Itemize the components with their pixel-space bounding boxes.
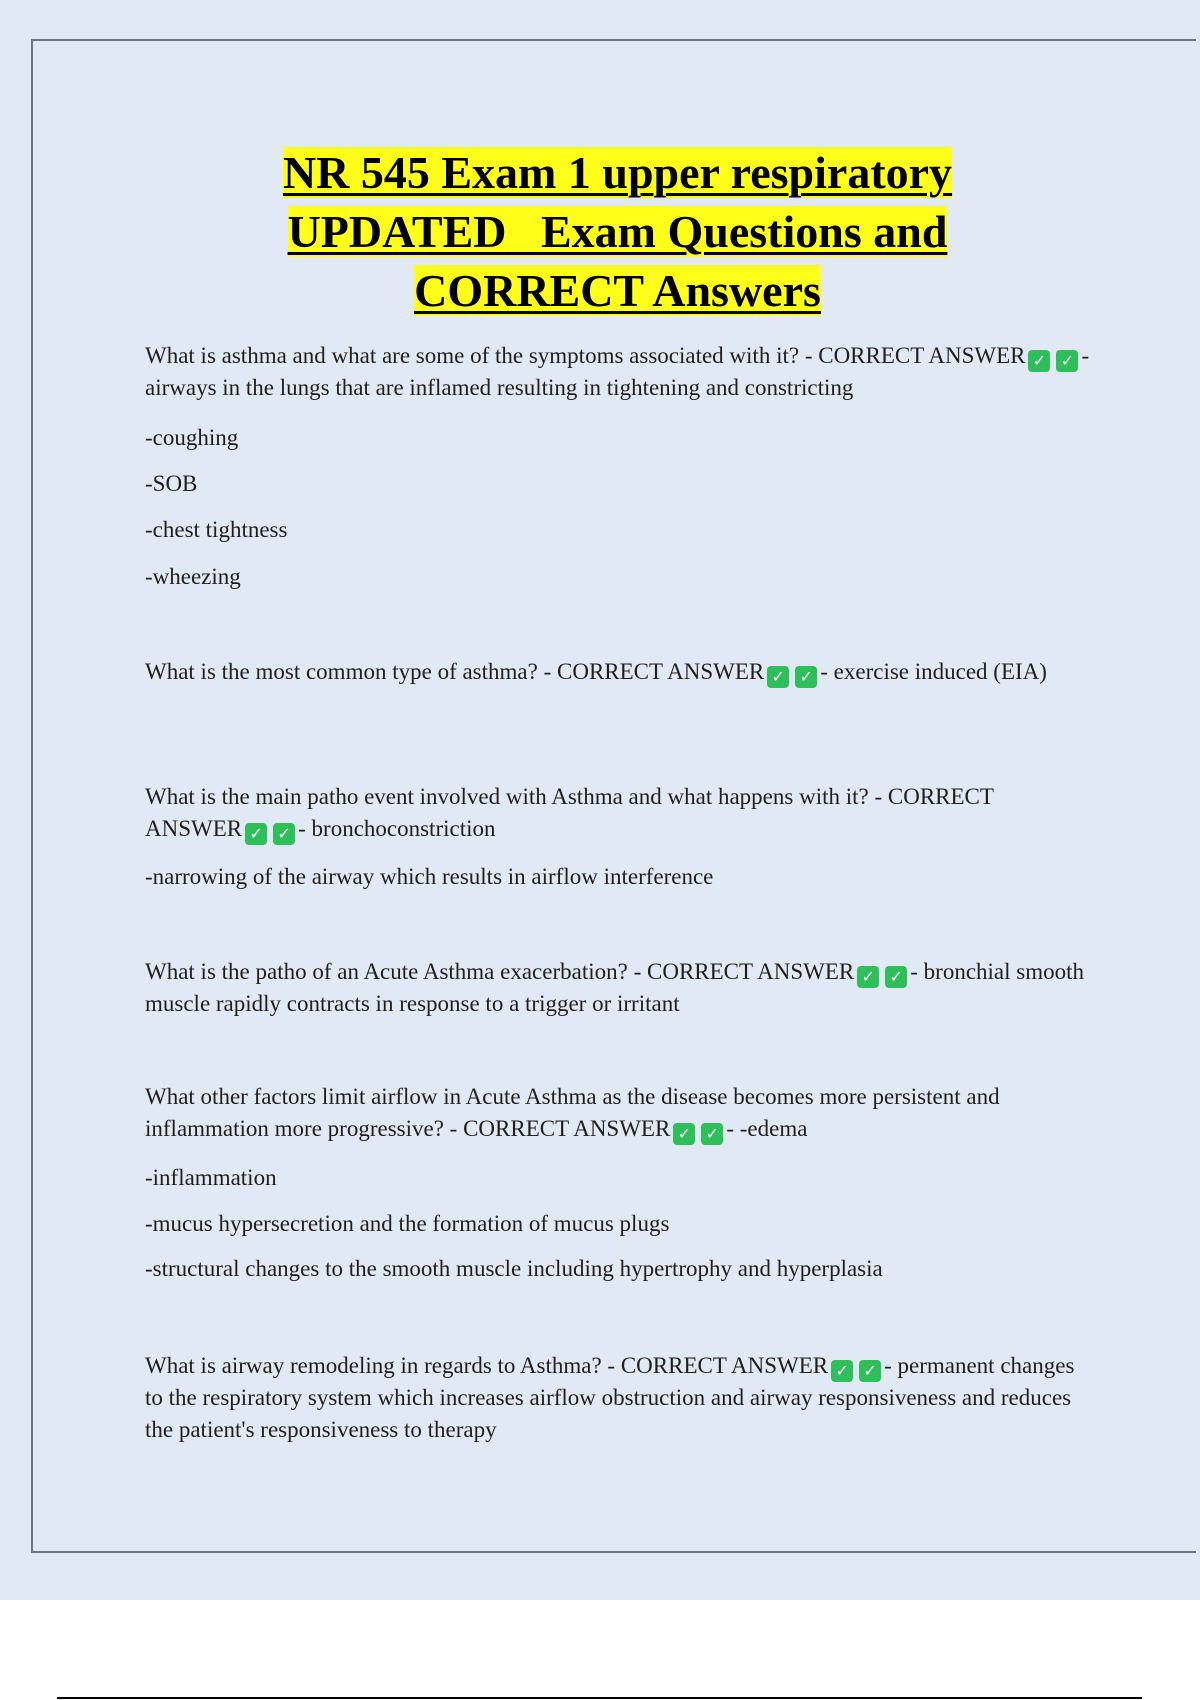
- answer-1: - airways in the lungs that are inflamed resulting in tightening and constricting: [145, 343, 1090, 400]
- answer-4: - bronchial smooth muscle rapidly contracts in response to a trigger or irritant: [145, 959, 1084, 1016]
- check-icon: ✓: [273, 823, 295, 845]
- check-icon: ✓: [1056, 350, 1078, 372]
- title-line-1: NR 545 Exam 1 upper respiratory: [282, 147, 953, 198]
- qa-item-5: [145, 1081, 1095, 1145]
- answer-5: - -edema: [726, 1116, 808, 1141]
- qa-item-1: [145, 340, 1095, 404]
- question-1: What is asthma and what are some of the symptoms associated with it? - CORRECT ANSWER: [145, 343, 1026, 368]
- check-icon: ✓: [795, 666, 817, 688]
- qa-item-6: [145, 1350, 1095, 1446]
- list-item: -structural changes to the smooth muscle including hypertrophy and hyperplasia: [145, 1256, 883, 1281]
- check-icon: ✓: [859, 1360, 881, 1382]
- answer-2: - exercise induced (EIA): [820, 659, 1047, 684]
- question-6: What is airway remodeling in regards to Asthma? - CORRECT ANSWER: [145, 1353, 829, 1378]
- check-icon: ✓: [673, 1123, 695, 1145]
- check-icon: ✓: [245, 823, 267, 845]
- question-5: What other factors limit airflow in Acute Asthma as the disease becomes more persistent and inflammation more progressive? - CORRECT ANSWER: [145, 1084, 1000, 1141]
- qa-item-2: [145, 656, 1095, 688]
- list-item: -narrowing of the airway which results in airflow interference: [145, 864, 714, 889]
- answer-3: - bronchoconstriction: [298, 816, 496, 841]
- list-item: -SOB: [145, 471, 198, 496]
- list-item: -chest tightness: [145, 517, 288, 542]
- list-item: -inflammation: [145, 1165, 277, 1190]
- list-item: -coughing: [145, 425, 239, 450]
- qa-item-3: [145, 781, 1095, 845]
- footer-rule: [57, 1697, 1142, 1699]
- question-2: What is the most common type of asthma? - CORRECT ANSWER: [145, 659, 765, 684]
- check-icon: ✓: [831, 1360, 853, 1382]
- check-icon: ✓: [857, 966, 879, 988]
- title-line-2: UPDATED Exam Questions and: [287, 206, 948, 257]
- title-line-3: CORRECT Answers: [414, 265, 821, 316]
- list-item: -wheezing: [145, 564, 241, 589]
- list-item: -mucus hypersecretion and the formation of mucus plugs: [145, 1211, 670, 1236]
- answer-6: - permanent changes to the respiratory system which increases airflow obstruction and airway responsiveness and reduces the patient's responsiveness to therapy: [145, 1353, 1075, 1442]
- question-3: What is the main patho event involved with Asthma and what happens with it? - CORRECT ANSWER: [145, 784, 994, 841]
- question-4: What is the patho of an Acute Asthma exacerbation? - CORRECT ANSWER: [145, 959, 855, 984]
- qa-item-4: [145, 956, 1095, 1020]
- check-icon: ✓: [767, 666, 789, 688]
- check-icon: ✓: [885, 966, 907, 988]
- document-title: [0, 143, 1200, 320]
- check-icon: ✓: [701, 1123, 723, 1145]
- check-icon: ✓: [1028, 350, 1050, 372]
